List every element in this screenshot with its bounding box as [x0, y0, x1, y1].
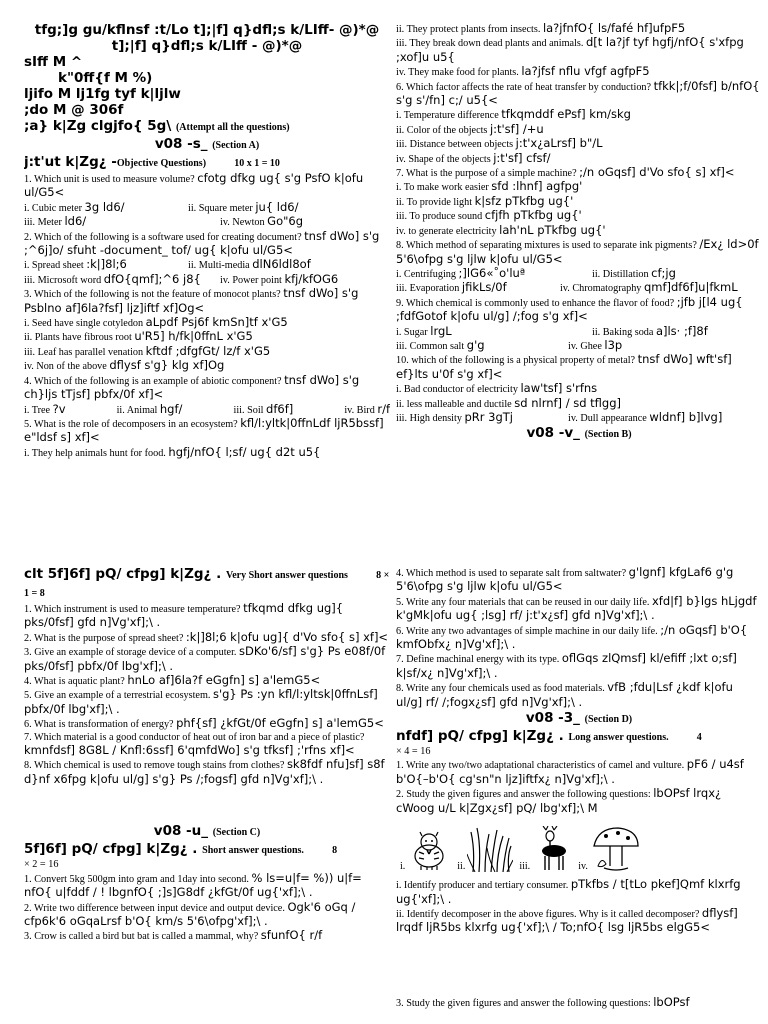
section-c-title: v08 -u_ (Section C) [153, 823, 261, 840]
question-d1: 1. Write any two/two adaptational characteristics of camel and vulture. pF6 / u4sf b'O{–b'O{ cg'sn"n ljz]iftfx¿ n]Vg'xf];\ . [396, 757, 744, 786]
question-d2-ii: ii. Identify decomposer in the above figures. Why is it called decomposer? dflysf] lrqdf ljR5bs klxrfg ug{'xf];\ / To;nfO{ lsg ljR5bs elgG5< [396, 905, 738, 935]
options-a1-row2: iii. Meter ld6/ iv. Newton Go"6g [24, 214, 304, 229]
question-b3: 3. Give an example of storage device of a computer. sDKo'6/sf] s'g} Ps e08f/0f pks/0fsf] pbfx/0f lbg'xf];\ . [24, 644, 386, 673]
time-label: ;do M @ 306f [24, 102, 124, 118]
options-a2-row2: iii. Microsoft word dfO{qmf];^6 j8{ iv. Power point kfj/kfOG6 [24, 271, 339, 286]
section-d-subtitle: nfdf] pQ/ cfpg] k|Zg¿ . Long answer questions. 4 [396, 728, 702, 745]
question-b7-right: 7. Define machinal energy with its type. oflGqs zlQmsf] kl/efiff ;lxt o;sf] k|sf/x¿ n]Vg'xf];\ . [396, 651, 737, 680]
question-a6: 6. Which factor affects the rate of heat transfer by conduction? tfkk|;f/0fsf] b/nfO{ s'g s'/fn] c;/ u5{< [396, 78, 760, 108]
option-a5-3: iii. They break down dead plants and animals. d[t la?jf tyf hgfj/nfO{ s'xfpg ;xof]u u5{ [396, 35, 744, 64]
question-c1: 1. Convert 5kg 500gm into gram and 1day into second. % ls=u|f= %)) u|f= nfO{ u|fddf / ! lbgnfO{ ;]s]G8df ¿kfGt/0f ug{'xf];\ . [24, 870, 362, 900]
subject-label: ljifo M lj1fg tyf k|ljlw [24, 86, 181, 102]
option-a6-3: iii. Distance between objects j:t'x¿aLrsf] b"/L [396, 136, 603, 151]
figure-row [400, 820, 762, 872]
option-a5-4: iv. They make food for plants. la?jfsf nflu vfgf agfpF5 [396, 64, 650, 79]
question-a9: 9. Which chemical is commonly used to enhance the flavor of food? ;jfb j[l4 ug{ ;fdfGotof k|ofu ul/g] /;fog s'g xf]< [396, 294, 743, 324]
options-a9-row2: iii. Common salt g'g iv. Ghee l3p [396, 337, 623, 352]
option-a6-4: iv. Shape of the objects j:t'sf] cfsf/ [396, 150, 551, 165]
question-b8-right: 8. Write any four chemicals used as food materials. vfB ;fdu|Lsf ¿kdf k|ofu ul/g] rf/ /;fogx¿sf] gfd n]Vg'xf];\ . [396, 680, 733, 709]
section-b-subtitle: clt 5f]6f] pQ/ cfpg] k|Zg¿ . Very Short answer questions 8 × 1 = 8 [24, 566, 390, 599]
exam-title: tfg;]g gu/kflnsf :t/Lo t];|f] q}dfl;s k/LIff- @)*@ [34, 22, 380, 38]
question-a8: 8. Which method of separating mixtures is used to separate ink pigments? /Ex¿ ld>0f 5'6\ofpg s'g ljlw k|ofu ul/G5< [396, 237, 759, 266]
option-a6-2: ii. Color of the objects j:t'sf] /+u [396, 121, 544, 136]
grass-icon [467, 826, 513, 872]
section-d-marks: × 4 = 16 [396, 746, 431, 758]
section-d-title: v08 -3_ (Section D) [525, 710, 633, 727]
instruction: ;a} k|Zg clgjfo{ 5g\ (Attempt all the questions) [24, 118, 290, 134]
option-a7-4: iv. to generate electricity lah'nL pTkfbg ug{' [396, 222, 606, 237]
mushroom-icon [590, 826, 640, 872]
exam-subtitle: t];|f] q}dfl;s k/LIff - @)*@ [111, 38, 303, 54]
question-b5: 5. Give an example of a terrestrial ecosystem. s'g} Ps :yn kfl/l:yltsk|0ffnLsf] pbfx/0f lbg'xf];\ . [24, 687, 378, 716]
question-b6-right: 6. Write any two advantages of simple machine in our daily life. ;/n oGqsf] b'O{ kmfObfx¿ n]Vg'xf];\ . [396, 622, 748, 652]
section-a-subtitle: j:t'ut k|Zg¿ -Objective Questions) 10 x 1 = 10 [24, 154, 280, 170]
class-label: sIff M ^ [24, 54, 83, 70]
option-a3-3: iii. Leaf has parallel venation kftdf ;dfgfGt/ lz/f x'G5 [24, 343, 271, 358]
question-b8: 8. Which chemical is used to remove tough stains from clothes? sk8fdf nfu]sf] s8f d}nf x6fpg k|ofu ul/g] s'g} Ps /;fogsf] gfd n]Vg'xf];\ . [24, 757, 385, 786]
section-b-title: v08 -v_ (Section B) [526, 425, 632, 442]
option-a7-1: i. To make work easier sfd :lhnf] agfpg' [396, 179, 583, 194]
options-a10-row: iii. High density pRr 3gTj iv. Dull appearance wldnf] b]lvg] [396, 409, 723, 424]
section-c-subtitle: 5f]6f] pQ/ cfpg] k|Zg¿ . Short answer questions. 8 [24, 841, 338, 858]
full-marks-label: k"0ff{f M %) [58, 70, 153, 86]
option-a10-1: i. Bad conductor of electricity law'tsf] s'rfns [396, 381, 598, 396]
tiger-icon [407, 828, 451, 872]
figure-i: i. [400, 828, 451, 872]
question-d2-i: i. Identify producer and tertiary consumer. pTkfbs / t[tLo pkef]Qmf klxrfg ug{'xf];\ . [396, 877, 741, 906]
figure-iii: iii. [519, 826, 572, 872]
options-a2-row1: i. Spread sheet :k|]8l;6 ii. Multi-media dlN6ldl8of [24, 257, 311, 272]
question-a4: 4. Which of the following is an example of abiotic component? tnsf dWo] s'g ch}ljs tTjsf] pbfx/0f xf]< [24, 372, 360, 402]
option-a5-2: ii. They protect plants from insects. la?jfnfO{ ls/fafé hf]ufpF5 [396, 22, 686, 35]
question-a2: 2. Which of the following is a software used for creating document? tnsf dWo] s'g ;^6j]o/ sfuht -document_ tof/ ug{ k|ofu ul/G5< [24, 228, 380, 258]
options-a8-row2: iii. Evaporation jfikLs/0f iv. Chromatography qmf]df6f]u|fkmL [396, 280, 738, 295]
column-bottom-right [396, 566, 762, 1022]
question-a5: 5. What is the role of decomposers in an ecosystem? kfl/l:yltk|0ffnLdf ljR5bssf] e"ldsf s] xf]< [24, 415, 384, 445]
question-a1: 1. Which unit is used to measure volume? cfotg dfkg ug{ s'g PsfO k|ofu ul/G5< [24, 171, 364, 200]
question-d3: 3. Study the given figures and answer the following questions: lbOPsf [396, 994, 690, 1009]
question-b5-right: 5. Write any four materials that can be reused in our daily life. xfd|f] b}lgs hLjgdf k'gMk|ofu ug{ ;lsg] rf/ j:t'x¿sf] gfd n]Vg'xf];\ . [396, 593, 757, 623]
option-a3-1: i. Seed have single cotyledon aLpdf Psj6f kmSn]tf x'G5 [24, 315, 288, 330]
question-a3: 3. Which of the following is not the feature of monocot plants? tnsf dWo] s'g Psblno af]6la?fsf] ljz]iftf xf]Og< [24, 286, 359, 315]
deer-icon [532, 826, 572, 872]
figure-ii: ii. [457, 826, 513, 872]
option-a5-1: i. They help animals hunt for food. hgfj/nfO{ l;sf/ ug{ d2t u5{ [24, 444, 321, 459]
question-c2: 2. Write two difference between input device and output device. Ogk'6 oGq / cfp6k'6 oGqaLrsf b'O{ km/s 5'6\ofpg'xf];\ . [24, 899, 356, 928]
option-a7-2: ii. To provide light k|sfz pTkfbg ug{' [396, 193, 574, 208]
option-a7-3: iii. To produce sound cfjfh pTkfbg ug{' [396, 208, 582, 223]
question-b4-right: 4. Which method is used to separate salt from saltwater? g'lgnf] kfgLaf6 g'g 5'6\ofpg s'g ljlw k|ofu ul/G5< [396, 566, 734, 594]
question-d2: 2. Study the given figures and answer the following questions: lbOPsf lrqx¿ cWoog u/L k|Zgx¿sf] pQ/ lbg'xf];\ M [396, 786, 722, 815]
figure-iv: iv. [578, 826, 640, 872]
option-a6-1: i. Temperature difference tfkqmddf ePsf] km/skg [396, 107, 631, 122]
question-c3: 3. Crow is called a bird but bat is called a mammal, why? sfunfO{ r/f [24, 928, 323, 943]
options-a1-row1: i. Cubic meter 3g ld6/ ii. Square meter ju{ ld6/ [24, 199, 299, 214]
options-a4: i. Tree ?v ii. Animal hgf/ iii. Soil df6f] iv. Bird r/f [24, 401, 390, 416]
option-a3-2: ii. Plants have fibrous root u'R5] h/fk|0ffnL x'G5 [24, 329, 253, 344]
question-b2: 2. What is the purpose of spread sheet? :k|]8l;6 k|ofu ug]{ d'Vo sfo{ s] xf]< [24, 629, 389, 644]
column-top-right [396, 22, 762, 512]
question-a7: 7. What is the purpose of a simple machine? ;/n oGqsf] d'Vo sfo{ s] xf]< [396, 165, 735, 180]
column-bottom-left [24, 566, 390, 1022]
question-b6: 6. What is transformation of energy? phf{sf] ¿kfGt/0f eGgfn] s] a'lemG5< [24, 716, 384, 731]
option-a3-4: iv. Non of the above dflysf s'g} klg xf]Og [24, 358, 225, 373]
options-a8-row1: i. Centrifuging ;]lG6«˚o'luª ii. Distillation cf;jg [396, 265, 676, 280]
section-c-marks: × 2 = 16 [24, 859, 59, 871]
section-a-title: v08 -s_ (Section A) [154, 136, 260, 152]
question-b1: 1. Which instrument is used to measure temperature? tfkqmd dfkg ug]{ pks/0fsf] gfd n]Vg'xf];\ . [24, 601, 344, 630]
options-a9-row1: i. Sugar lrgL ii. Baking soda a]ls· ;f]8f [396, 323, 708, 338]
question-b7: 7. Which material is a good conductor of heat out of iron bar and a piece of plastic? kmnfdsf] 8G8L / Knfl:6ssf] 6'qmfdWo] s'g tfksf] ;'rfns xf]< [24, 731, 365, 758]
column-top-left [24, 22, 390, 512]
option-a10-2: ii. less malleable and ductile sd nlrnf] / sd tflgg] [396, 395, 622, 410]
question-a10: 10. which of the following is a physical property of metal? tnsf dWo] wft'sf] ef}lts u'0f s'g xf]< [396, 352, 732, 381]
question-b4: 4. What is aquatic plant? hnLo af]6la?f eGgfn] s] a'lemG5< [24, 673, 321, 688]
